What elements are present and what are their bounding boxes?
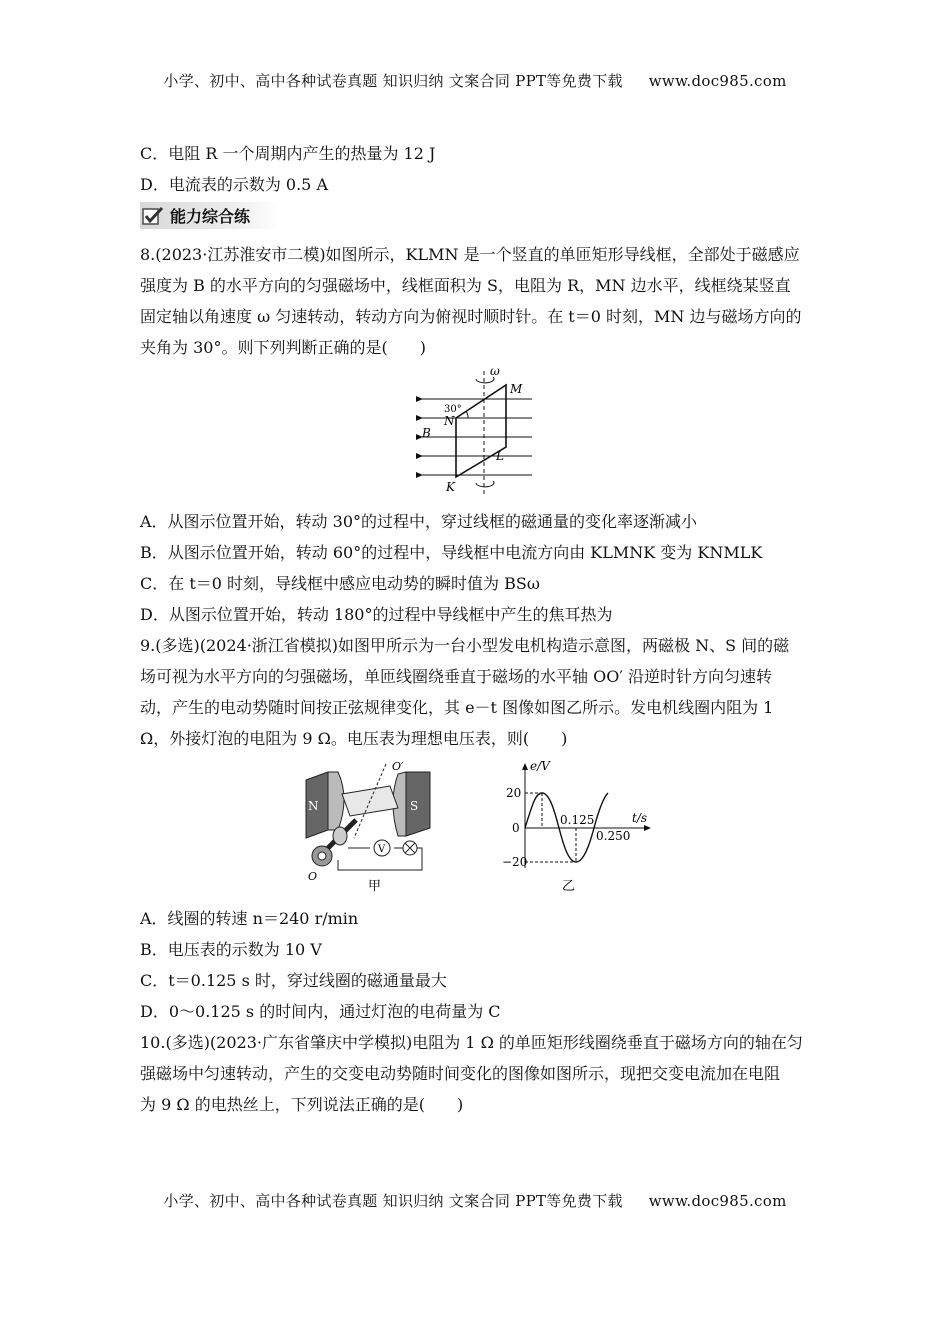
q8-option-c: C．在 t＝0 时刻，导线框中感应电动势的瞬时值为 BSω: [140, 574, 540, 593]
page-header: [0, 70, 950, 91]
q8-option-b: B．从图示位置开始，转动 60°的过程中，导线框中电流方向由 KLMNK 变为 KNMLK: [140, 543, 763, 562]
q9-line-3: 动，产生的电动势随时间按正弦规律变化，其 e－t 图像如图乙所示。发电机线圈内阻为 1: [140, 698, 774, 717]
q8-figure: [408, 365, 536, 500]
checkbox-icon: [142, 206, 164, 226]
caption-yi: 乙: [562, 879, 576, 894]
q9-option-d: D．0～0.125 s 的时间内，通过灯泡的电荷量为 C: [140, 1002, 501, 1021]
voltmeter-V: V: [378, 844, 386, 855]
page-footer: [0, 1190, 950, 1211]
y-axis-label: e/V: [530, 759, 550, 773]
x-tick-1: 0.125: [560, 813, 595, 827]
section-title: 能力综合练: [170, 207, 251, 226]
label-O-prime: O′: [392, 760, 404, 773]
prev-option-c: C．电阻 R 一个周期内产生的热量为 12 J: [140, 144, 436, 163]
footer-text: 小学、初中、高中各种试卷真题 知识归纳 文案合同 PPT等免费下载: [163, 1192, 623, 1210]
q9-option-c: C．t＝0.125 s 时，穿过线圈的磁通量最大: [140, 971, 447, 990]
rotation-arrow-bottom: [476, 481, 494, 487]
footer-site[interactable]: www.doc985.com: [648, 1192, 787, 1210]
x-axis-label: t/s: [632, 811, 648, 825]
magnet-S: S: [410, 799, 419, 813]
section-heading: [140, 202, 278, 229]
q8-line-4: 夹角为 30°。则下列判断正确的是( ): [140, 338, 426, 357]
q8-option-d: D．从图示位置开始，转动 180°的过程中导线框中产生的焦耳热为: [140, 605, 613, 624]
caption-jia: 甲: [368, 879, 382, 894]
y-tick-zero: 0: [512, 821, 520, 835]
q8-line-3: 固定轴以角速度 ω 匀速转动，转动方向为俯视时顺时针。在 t＝0 时刻，MN 边与磁场方向的: [140, 307, 802, 326]
q10-line-2: 强磁场中匀速转动，产生的交变电动势随时间变化的图像如图所示，现把交变电流加在电阻: [140, 1064, 781, 1083]
q10-line-3: 为 9 Ω 的电热丝上，下列说法正确的是( ): [140, 1095, 464, 1114]
q9-line-1: 9.(多选)(2024·浙江省模拟)如图甲所示为一台小型发电机构造示意图，两磁极 N、S 间的磁: [140, 636, 790, 655]
label-angle: 30°: [444, 404, 462, 415]
q9-line-4: Ω，外接灯泡的电阻为 9 Ω。电压表为理想电压表，则( ): [140, 729, 568, 748]
q8-option-a: A．从图示位置开始，转动 30°的过程中，穿过线框的磁通量的变化率逐渐减小: [140, 512, 698, 531]
label-K: K: [446, 480, 455, 494]
label-N: N: [444, 414, 455, 428]
q8-line-2: 强度为 B 的水平方向的匀强磁场中，线框面积为 S，电阻为 R，MN 边水平，线框绕某竖直: [140, 276, 791, 295]
label-omega: ω: [490, 365, 500, 378]
header-text: 小学、初中、高中各种试卷真题 知识归纳 文案合同 PPT等免费下载: [163, 72, 623, 90]
q8-line-1: 8.(2023·江苏淮安市二模)如图所示，KLMN 是一个竖直的单匝矩形导线框，全部处于磁感应: [140, 245, 800, 264]
q9-figure-yi: [500, 758, 660, 898]
y-tick-top: 20: [506, 786, 522, 800]
magnet-N: N: [308, 799, 319, 813]
q9-option-b: B．电压表的示数为 10 V: [140, 940, 322, 959]
x-tick-2: 0.250: [596, 829, 631, 843]
q9-option-a: A．线圈的转速 n＝240 r/min: [140, 909, 359, 928]
label-O: O: [308, 870, 318, 883]
header-site[interactable]: www.doc985.com: [648, 72, 787, 90]
label-B: B: [422, 426, 431, 440]
prev-option-d: D．电流表的示数为 0.5 A: [140, 175, 329, 194]
q9-figure-jia: [298, 758, 458, 898]
q10-line-1: 10.(多选)(2023·广东省肇庆中学模拟)电阻为 1 Ω 的单匝矩形线圈绕垂直于磁场方向的轴在匀: [140, 1033, 803, 1052]
label-M: M: [510, 382, 523, 396]
y-tick-bottom: −20: [502, 855, 528, 869]
label-L: L: [496, 449, 504, 463]
q9-line-2: 场可视为水平方向的匀强磁场，单匝线圈绕垂直于磁场的水平轴 OO′ 沿逆时针方向匀速转: [140, 667, 773, 686]
